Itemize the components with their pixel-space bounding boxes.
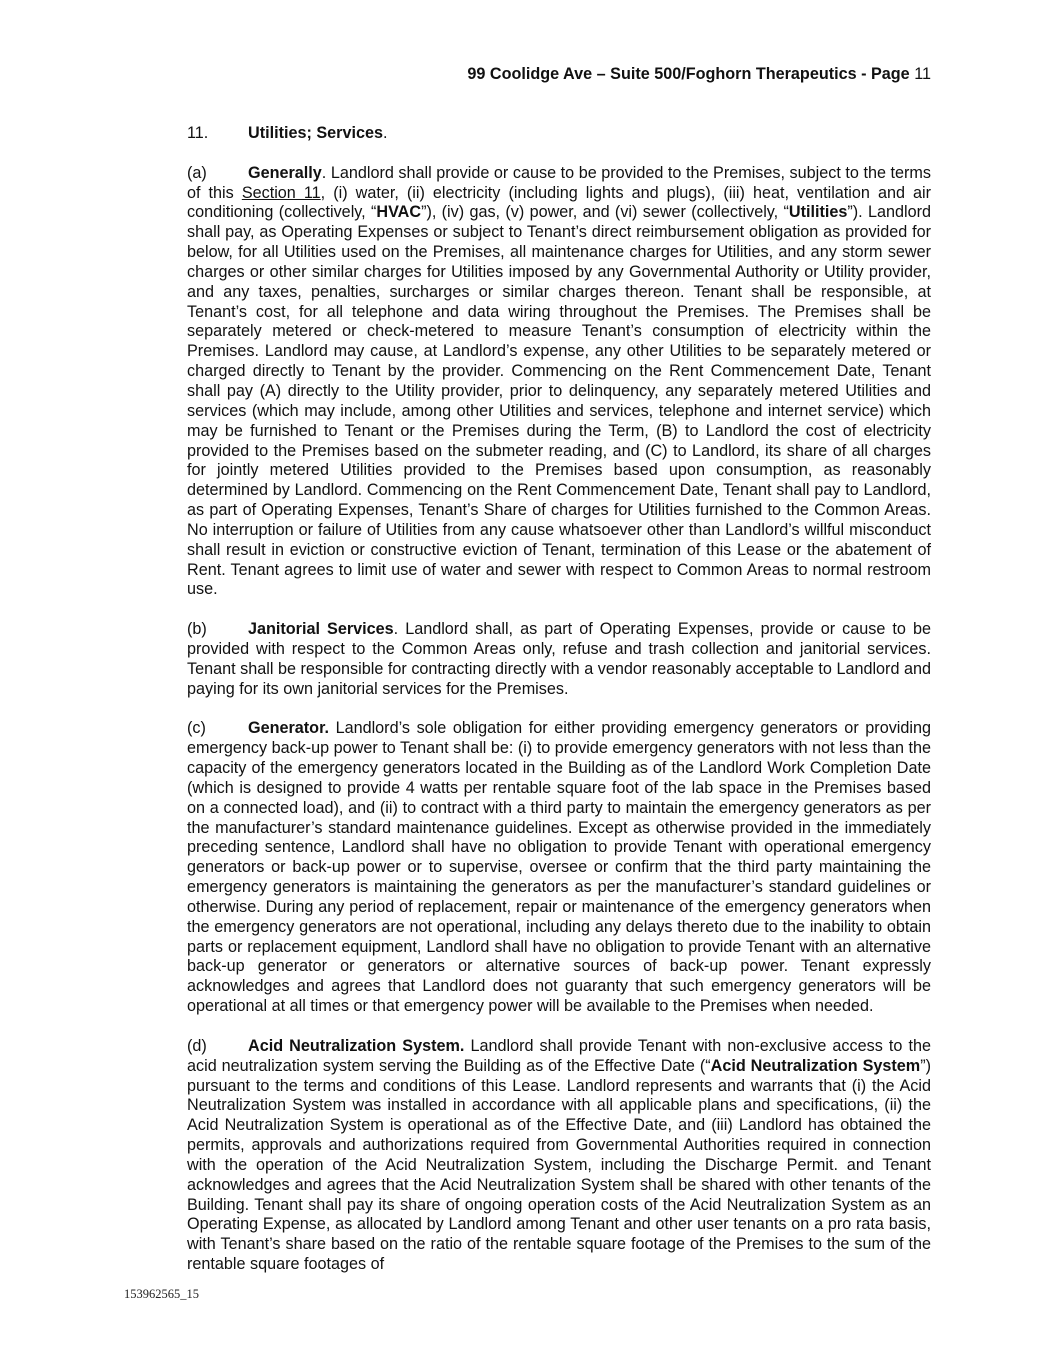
header-page-number: 11 [914,65,931,83]
hvac-defined-term: HVAC [376,203,422,222]
page-header [467,64,931,84]
paragraph-b-heading: Janitorial Services [248,620,394,639]
header-title: 99 Coolidge Ave – Suite 500/Foghorn Therapeutics - Page [467,65,910,83]
paragraph-a-label: (a) [187,163,207,182]
paragraph-d-label: (d) [187,1036,207,1055]
section-number: 11. [187,124,209,142]
section-title: Utilities; Services [248,124,383,142]
document-id-footer: 153962565_15 [124,1287,199,1301]
section-11-reference: Section 11 [241,183,321,202]
paragraph-c-heading: Generator. [248,719,329,738]
paragraph-a: (a) Generally. Landlord shall provide or cause to be provided to the Premises, subject to the terms of this Section 11, (i) water, (ii) electricity (including lights and plugs), (iii) heat, ventilation and air conditioning (collectively, “HVAC”), (iv) gas, (v) power, and (vi) sewer (collectively, “Utilities”). Landlord shall pay, as Operating Expenses or subject to Tenant’s direct reimbursement obligation as provided for below, for all Utilities used on the Premises, all maintenance charges for Utilities, and any storm sewer charges or other similar charges for Utilities imposed by any Governmental Authority or Utility provider, and any taxes, penalties, surcharges or similar charges thereon. Tenant shall be responsible, at Tenant’s cost, for all telephone and data wiring throughout the Premises. The Premises shall be separately metered or check-metered to measure Tenant’s consumption of electricity within the Premises. Landlord may cause, at Landlord’s expense, any other Utilities to be separately metered or charged directly to Tenant by the provider. Commencing on the Rent Commencement Date, Tenant shall pay (A) directly to the Utility provider, prior to delinquency, any separately metered Utilities and services (which may include, among other Utilities and services, telephone and internet service) which may be furnished to Tenant or the Premises during the Term, (B) to Landlord the cost of electricity provided to the Premises based on the submeter reading, and (C) to Landlord, its share of all charges for jointly metered Utilities provided to the Premises based upon consumption, as reasonably determined by Landlord. Commencing on the Rent Commencement Date, Tenant shall pay to Landlord, as part of Operating Expenses, Tenant’s Share of charges for Utilities furnished to the Common Areas. No interruption or failure of Utilities from any cause whatsoever other than Landlord’s willful misconduct shall result in eviction or constructive eviction of Tenant, termination of this Lease or the abatement of Rent. Tenant agrees to limit use of water and sewer with respect to Common Areas to normal restroom use. [187,163,932,599]
paragraph-b-label: (b) [187,620,207,639]
utilities-defined-term: Utilities [788,203,848,222]
section-heading: 11. Utilities; Services. [187,124,388,142]
paragraph-d-heading: Acid Neutralization System. [248,1036,465,1055]
document-body [124,124,931,1275]
paragraph-c: (c) Generator. Landlord’s sole obligation for either providing emergency generators or providing emergency back-up power to Tenant shall be: (i) to provide emergency generators with not less than the capacity of the emergency generators located in the Building as of the Landlord Work Completion Date (which is designed to provide 4 watts per rentable square foot of the lab space in the Premises based on a connected load), and (ii) to contract with a third party to maintain the emergency generators as per the manufacturer’s standard maintenance guidelines. Except as otherwise provided in the immediately preceding sentence, Landlord shall have no obligation to provide Tenant with operational emergency generators or back-up power or to supervise, oversee or confirm that the third party maintaining the emergency generators is maintaining the generators as per the manufacturer’s standard guidelines or otherwise. During any period of replacement, repair or maintenance of the emergency generators when the emergency generators are not operational, including any delays thereto due to the inability to obtain parts or replacement equipment, Landlord shall have no obligation to provide Tenant with an alternative back-up generator or generators or alternative sources of back-up power. Tenant expressly acknowledges and agrees that Landlord does not guaranty that such emergency generators will be operational at all times or that emergency power will be available to the Premises when needed. [187,719,931,1016]
acid-neutralization-defined-term: Acid Neutralization System [710,1056,921,1075]
paragraph-b: (b) Janitorial Services. Landlord shall, as part of Operating Expenses, provide or cause to be provided with respect to the Common Areas only, refuse and trash collection and janitorial services. Tenant shall be responsible for contracting directly with a vendor reasonably acceptable to Landlord and paying for its own janitorial services for the Premises. [187,620,931,698]
paragraph-c-label: (c) [187,719,206,738]
paragraph-d: (d) Acid Neutralization System. Landlord shall provide Tenant with non-exclusive access to the acid neutralization system serving the Building as of the Effective Date (“Acid Neutralization System”) pursuant to the terms and conditions of this Lease. Landlord represents and warrants that (i) the Acid Neutralization System was installed in accordance with all applicable plans and specifications, (ii) the Acid Neutralization System is operational as of the Effective Date, and (iii) Landlord has obtained the permits, approvals and authorizations required from Governmental Authorities required in connection with the operation of the Acid Neutralization System, including the Discharge Permit. and Tenant acknowledges and agrees that the Acid Neutralization System shall be shared with other tenants of the Building. Tenant shall pay its share of ongoing operation costs of the Acid Neutralization System as an Operating Expense, as allocated by Landlord among Tenant and other user tenants on a pro rata basis, with Tenant’s share based on the ratio of the rentable square footage of the Premises to the sum of the rentable square footages of [187,1036,931,1274]
paragraph-a-heading: Generally [248,163,322,182]
